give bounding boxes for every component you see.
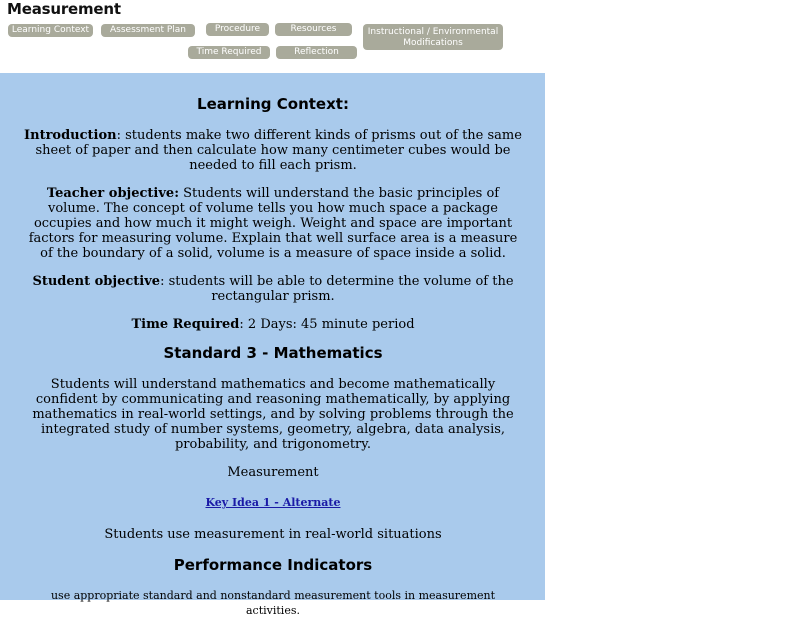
site-title: Measurement bbox=[7, 0, 121, 18]
performance-indicators-heading: Performance Indicators bbox=[173, 556, 373, 574]
content-body bbox=[24, 95, 522, 630]
teacher-objective-text: Students will understand the basic principles of volume. The concept of volume tells you how much space a package occupies and how much it might weigh. Weight and space are important factors for measuring volume. Explain that well surface area is a measure of the boundary of a solid, volume is a measure of space inside a solid. bbox=[28, 186, 518, 261]
nav-procedure-button[interactable]: Procedure bbox=[206, 23, 269, 36]
student-objective-label: Student objective bbox=[32, 274, 161, 289]
teacher-objective-label: Teacher objective: bbox=[46, 186, 179, 201]
time-required-label: Time Required bbox=[131, 317, 240, 332]
student-objective-text: : students will be able to determine the volume of the rectangular prism. bbox=[160, 274, 514, 304]
nav-instructional-modifications-button[interactable] bbox=[363, 24, 503, 50]
nav-assessment-plan-button[interactable]: Assessment Plan bbox=[101, 24, 195, 37]
key-idea-link[interactable]: Key Idea 1 - Alternate bbox=[205, 496, 341, 509]
standard-heading: Standard 3 - Mathematics bbox=[163, 344, 383, 362]
nav-instructional-line2: Modifications bbox=[403, 38, 463, 48]
introduction-text: : students make two different kinds of prisms out of the same sheet of paper and then calculate how many centimeter cubes would be needed to fill each prism. bbox=[35, 128, 522, 173]
time-required-paragraph bbox=[24, 317, 522, 332]
content-panel bbox=[0, 73, 545, 617]
key-idea-text: Students use measurement in real-world situations bbox=[104, 527, 442, 542]
time-required-text: : 2 Days: 45 minute period bbox=[239, 317, 415, 332]
performance-indicator-text: use appropriate standard and nonstandard measurement tools in measurement activities. bbox=[50, 589, 496, 617]
nav-learning-context-button[interactable]: Learning Context bbox=[8, 24, 93, 37]
key-idea-paragraph bbox=[24, 495, 522, 510]
nav-resources-button[interactable]: Resources bbox=[275, 23, 352, 36]
teacher-objective-paragraph bbox=[24, 186, 522, 261]
nav-reflection-button[interactable]: Reflection bbox=[276, 46, 357, 59]
nav-time-required-button[interactable]: Time Required bbox=[188, 46, 270, 59]
introduction-label: Introduction bbox=[24, 128, 117, 143]
standard-paragraph: Students will understand mathematics and become mathematically confident by communicating and reasoning mathematically, by applying mathematics in real-world settings, and by solving problems through the integrated study of number systems, geometry, algebra, data analysis, probability, and trigonometry. bbox=[32, 377, 514, 452]
nav-instructional-line1: Instructional / Environmental bbox=[367, 27, 499, 37]
student-objective-paragraph bbox=[24, 274, 522, 304]
measurement-label: Measurement bbox=[227, 465, 319, 480]
learning-context-heading: Learning Context: bbox=[197, 95, 349, 113]
introduction-paragraph bbox=[24, 128, 522, 173]
